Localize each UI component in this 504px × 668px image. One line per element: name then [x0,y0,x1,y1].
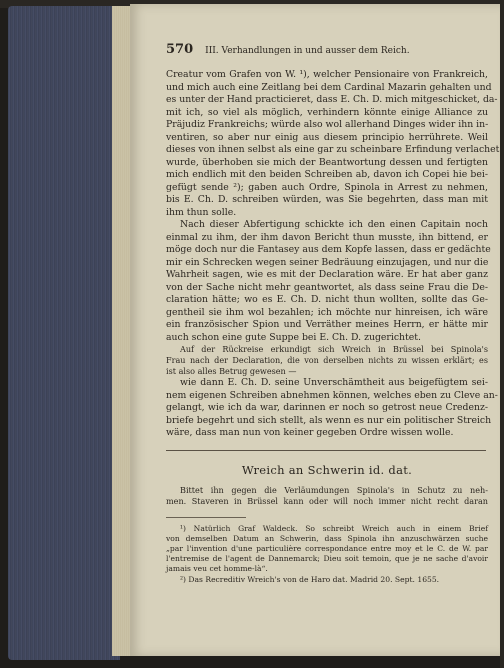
text-line: gelangt, wie ich da war, darinnen er noch so getrost neue Credenz- [166,402,488,413]
text-line: nem eigenen Schreiben abnehmen können, welches eben zu Cleve an- [166,389,498,401]
text-line: Creatur vom Grafen von W. ¹), welcher Pensionaire von Frankreich, [166,69,488,80]
text-line: ihm thun solle. [166,206,237,218]
text-line: ist also alles Betrug gewesen — [166,366,297,376]
book-page [130,4,502,656]
text-line: einmal zu ihm, der ihm davon Bericht thun musste, ihn bittend, er [166,231,488,243]
text-line: ventiren, so aber nur einig aus diesem principio herrührete. Weil [166,131,488,143]
text-line: bis E. Ch. D. schreiben würden, was Sie begehrten, dass man mit [166,194,488,205]
text-line: mich endlich mit den beiden Schreiben ab, davon ich Copei hie bei- [166,169,488,180]
section-divider [166,450,486,451]
text-line: Frau nach der Declaration, die von derselben nichts zu wissen erklärt; es [166,355,488,365]
text-line: claration hätte; wo es E. Ch. D. nicht thun wollten, sollte das Ge- [166,294,488,305]
text-line: gefügt sende ²); gaben auch Ordre, Spinola in Arrest zu nehmen, [166,181,488,193]
section-title: Wreich an Schwerin id. dat. [241,462,413,477]
footnote-line: jamais veu cet homme-là“. [166,564,268,574]
text-line: wurde, überhoben sie mich der Beantwortung dessen und fertigten [166,156,488,168]
section-summary [166,485,488,507]
text-line: Wahrheit sagen, wie es mit der Declaration wäre. Er hat aber ganz [166,269,488,280]
running-title: III. Verhandlungen in und ausser dem Reich. [205,46,410,56]
scan-frame-right [500,0,504,668]
editor-summary [166,344,488,377]
text-line: und mich auch eine Zeitlang bei dem Cardinal Mazarin gehalten und [166,81,492,93]
text-line: mit ich, so viel als möglich, verhindern könnte einige Alliance zu [166,106,488,118]
footnote-line: l'entremise de l'agent de Dannemarck; Dieu soit temoin, que je ne sache d'avoir [166,554,488,564]
page-content [166,42,500,585]
text-line: von der Sache nicht mehr geantwortet, als dass seine Frau die De- [166,281,488,293]
text-line: ein französischer Spion und Verräther meines Herrn, er hätte mir [166,319,488,330]
footnote-line: ¹) Natürlich Graf Waldeck. So schreibt Wreich auch in einem Brief [180,523,488,533]
footnotes [166,524,488,585]
text-line: men. Staveren in Brüssel kann oder will noch immer nicht recht daran [166,495,488,506]
text-line: wie dann E. Ch. D. seine Unverschämtheit aus beigefügtem sei- [180,377,488,388]
text-line: Bittet ihn gegen die Verläumdungen Spinola's in Schutz zu neh- [180,484,488,495]
page-number: 570 [166,42,194,57]
text-line: briefe begehrt und sich stellt, als wenn es nur ein politischer Streich [166,414,492,426]
footnote-line: ²) Das Recreditiv Wreich's von de Haro dat. Madrid 20. Sept. 1655. [180,574,440,584]
paragraph-3 [166,377,498,440]
paragraph-1 [166,69,500,219]
text-line: dieses von ihnen selbst als eine gar zu scheinbare Erfindung verlachet [166,144,500,155]
footnote-divider [166,517,246,518]
footnote-line: von demselben Datum an Schwerin, dass Spinola ihn anzuschwärzen suche [166,533,488,543]
text-line: wäre, dass man nun von keiner gegeben Ordre wissen wolle. [166,427,454,438]
text-line: gentheil sie ihm wol bezahlen; ich möchte nur hinreisen, ich wäre [166,306,488,318]
text-line: möge doch nur die Fantasey aus dem Kopfe lassen, dass er gedächte [166,244,491,255]
text-line: mir ein Schrecken wegen seiner Bedräuung einzujagen, und nur die [166,256,489,268]
footnote-line: „par l'invention d'une particulière correspondance entre moy et le C. de W. par [166,543,488,553]
paragraph-2 [166,219,491,344]
book-cover-edge [8,6,120,660]
text-line: auch schon eine gute Suppe bei E. Ch. D. zugerichtet. [166,331,421,343]
page-header [166,42,488,57]
text-line: Auf der Rückreise erkundigt sich Wreich in Brüssel bei Spinola's [180,344,488,354]
text-line: Präjudiz Frankreichs; würde also wol allerhand Dinges wider ihn in- [166,119,489,130]
text-line: es unter der Hand practicieret, dass E. Ch. D. mich mitgeschicket, da- [166,94,498,105]
text-line: Nach dieser Abfertigung schickte ich den einen Capitain noch [180,219,488,230]
